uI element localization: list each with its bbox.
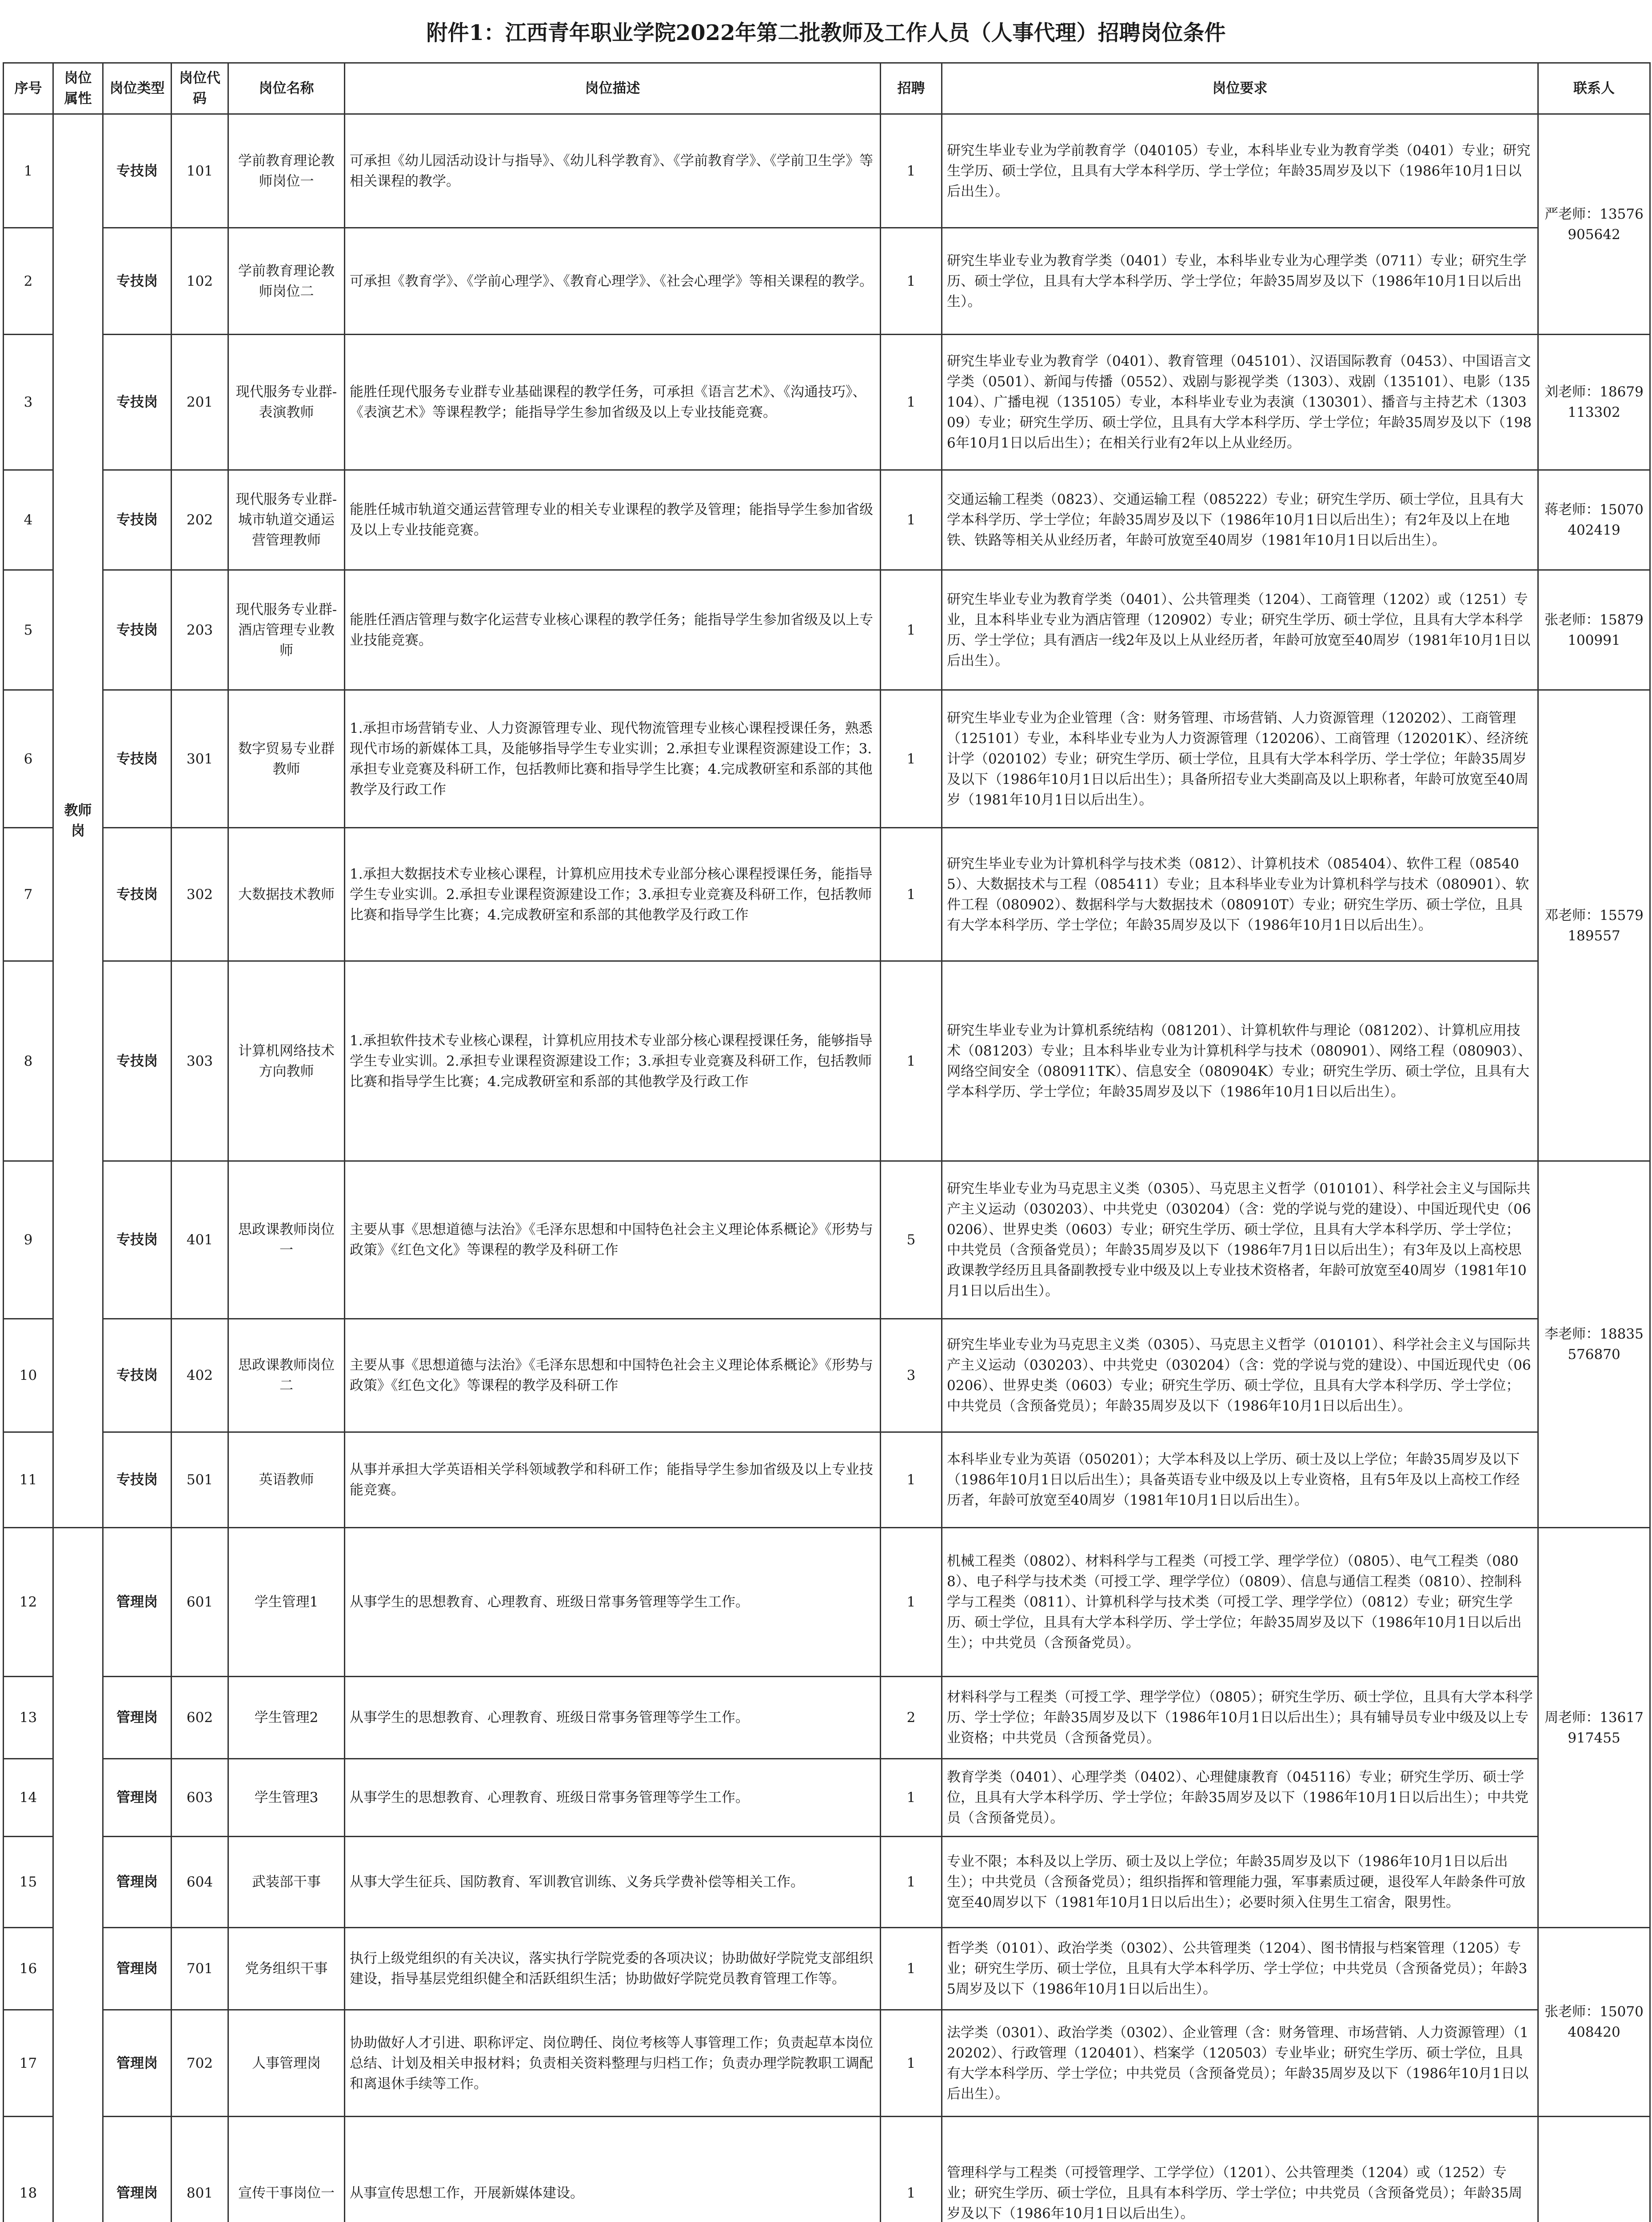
hire-count: 1 xyxy=(881,690,942,828)
table-row xyxy=(4,1161,1650,1319)
position-name: 人事管理岗 xyxy=(228,2010,345,2117)
contact-person: 李老师：18835576870 xyxy=(1538,1161,1650,1528)
position-type: 管理岗 xyxy=(103,1677,172,1759)
position-code: 102 xyxy=(172,228,228,335)
row-number: 11 xyxy=(4,1432,53,1528)
row-number: 13 xyxy=(4,1677,53,1759)
position-requirements: 管理科学与工程类（可授管理学、工学学位）（1201）、公共管理类（1204）或（1252）专业；研究生学历、硕士学位，且具有本科学历、学士学位；中共党员（含预备党员）；年龄35周岁及以下（1986年10月1日以后出生）。 xyxy=(942,2117,1538,2222)
position-name: 大数据技术教师 xyxy=(228,828,345,961)
position-type: 专技岗 xyxy=(103,961,172,1161)
row-number: 14 xyxy=(4,1759,53,1837)
header-cell: 岗位类型 xyxy=(103,63,172,114)
position-description: 从事学生的思想教育、心理教育、班级日常事务管理等学生工作。 xyxy=(345,1528,881,1677)
position-code: 201 xyxy=(172,335,228,470)
table-row xyxy=(4,1837,1650,1928)
table-row xyxy=(4,228,1650,335)
position-name: 学前教育理论教师岗位一 xyxy=(228,114,345,228)
hire-count: 1 xyxy=(881,1928,942,2010)
header-cell: 岗位属性 xyxy=(53,63,103,114)
position-code: 604 xyxy=(172,1837,228,1928)
contact-person: 张老师：15070408420 xyxy=(1538,1928,1650,2117)
hire-count: 1 xyxy=(881,961,942,1161)
position-description: 执行上级党组织的有关决议，落实执行学院党委的各项决议；协助做好学院党支部组织建设，指导基层党组织健全和活跃组织生活；协助做好学院党员教育管理工作等。 xyxy=(345,1928,881,2010)
hire-count: 1 xyxy=(881,335,942,470)
contact-person: 蒋老师：15070402419 xyxy=(1538,470,1650,570)
position-type: 专技岗 xyxy=(103,1432,172,1528)
position-description: 从事并承担大学英语相关学科领域教学和科研工作；能指导学生参加省级及以上专业技能竞赛。 xyxy=(345,1432,881,1528)
table-row xyxy=(4,690,1650,828)
position-code: 401 xyxy=(172,1161,228,1319)
row-number: 16 xyxy=(4,1928,53,2010)
position-description: 能胜任现代服务专业群专业基础课程的教学任务，可承担《语言艺术》、《沟通技巧》、《表演艺术》等课程教学；能指导学生参加省级及以上专业技能竞赛。 xyxy=(345,335,881,470)
position-type: 专技岗 xyxy=(103,228,172,335)
hire-count: 1 xyxy=(881,1837,942,1928)
position-requirements: 专业不限；本科及以上学历、硕士及以上学位；年龄35周岁及以下（1986年10月1日以后出生）；中共党员（含预备党员）；组织指挥和管理能力强，军事素质过硬，退役军人年龄条件可放宽至40周岁以下（1981年10月1日以后出生）；必要时须入住男生工宿舍，限男性。 xyxy=(942,1837,1538,1928)
row-number: 1 xyxy=(4,114,53,228)
position-requirements: 交通运输工程类（0823）、交通运输工程（085222）专业；研究生学历、硕士学位，且具有大学本科学历、学士学位；年龄35周岁及以下（1986年10月1日以后出生）；有2年及以上在地铁、铁路等相关从业经历者，年龄可放宽至40周岁（1981年10月1日以后出生）。 xyxy=(942,470,1538,570)
position-description: 能胜任城市轨道交通运营管理专业的相关专业课程的教学及管理；能指导学生参加省级及以上专业技能竞赛。 xyxy=(345,470,881,570)
position-type: 专技岗 xyxy=(103,470,172,570)
position-code: 801 xyxy=(172,2117,228,2222)
position-name: 武装部干事 xyxy=(228,1837,345,1928)
hire-count: 1 xyxy=(881,2117,942,2222)
position-type: 专技岗 xyxy=(103,1319,172,1432)
contact-person: 张老师：15879100991 xyxy=(1538,570,1650,690)
position-description: 1.承担大数据技术专业核心课程，计算机应用技术专业部分核心课程授课任务，能指导学生专业实训。2.承担专业课程资源建设工作；3.承担专业竞赛及科研工作，包括教师比赛和指导学生比赛；4.完成教研室和系部的其他教学及行政工作 xyxy=(345,828,881,961)
row-number: 4 xyxy=(4,470,53,570)
position-type: 专技岗 xyxy=(103,335,172,470)
position-type: 管理岗 xyxy=(103,1759,172,1837)
position-name: 思政课教师岗位二 xyxy=(228,1319,345,1432)
position-code: 301 xyxy=(172,690,228,828)
header-cell: 招聘 xyxy=(881,63,942,114)
position-requirements: 研究生毕业专业为教育学类（0401）专业，本科毕业专业为心理学类（0711）专业；研究生学历、硕士学位，且具有大学本科学历、学士学位；年龄35周岁及以下（1986年10月1日以后出生）。 xyxy=(942,228,1538,335)
hire-count: 5 xyxy=(881,1161,942,1319)
position-description: 1.承担市场营销专业、人力资源管理专业、现代物流管理专业核心课程授课任务，熟悉现代市场的新媒体工具，及能够指导学生专业实训；2.承担专业课程资源建设工作；3.承担专业竞赛及科研工作，包括教师比赛和指导学生比赛；4.完成教研室和系部的其他教学及行政工作 xyxy=(345,690,881,828)
position-group xyxy=(53,1528,103,2222)
position-code: 203 xyxy=(172,570,228,690)
position-description: 协助做好人才引进、职称评定、岗位聘任、岗位考核等人事管理工作；负责起草本岗位总结、计划及相关申报材料；负责相关资料整理与归档工作；负责办理学院教职工调配和离退休手续等工作。 xyxy=(345,2010,881,2117)
header-cell: 岗位描述 xyxy=(345,63,881,114)
document-title: 附件1：江西青年职业学院2022年第二批教师及工作人员（人事代理）招聘岗位条件 xyxy=(426,20,1226,45)
table-row xyxy=(4,2117,1650,2222)
position-type: 管理岗 xyxy=(103,2117,172,2222)
row-number: 12 xyxy=(4,1528,53,1677)
position-description: 可承担《幼儿园活动设计与指导》、《幼儿科学教育》、《学前教育学》、《学前卫生学》等相关课程的教学。 xyxy=(345,114,881,228)
table-row xyxy=(4,1677,1650,1759)
table-row xyxy=(4,1319,1650,1432)
hire-count: 1 xyxy=(881,1759,942,1837)
position-description: 从事学生的思想教育、心理教育、班级日常事务管理等学生工作。 xyxy=(345,1759,881,1837)
position-description: 主要从事《思想道德与法治》《毛泽东思想和中国特色社会主义理论体系概论》《形势与政策》《红色文化》等课程的教学及科研工作 xyxy=(345,1161,881,1319)
contact-person: 周老师：13617917455 xyxy=(1538,1528,1650,1928)
header-cell: 岗位名称 xyxy=(228,63,345,114)
header-row xyxy=(4,63,1650,114)
hire-count: 1 xyxy=(881,470,942,570)
contact-person: 邓老师：15579189557 xyxy=(1538,690,1650,1161)
position-requirements: 机械工程类（0802）、材料科学与工程类（可授工学、理学学位）（0805）、电气工程类（0808）、电子科学与技术类（可授工学、理学学位）（0809）、信息与通信工程类（0810）、控制科学与工程类（0811）、计算机科学与技术类（可授工学、理学学位）（0812）专业；研究生学历、硕士学位，且具有大学本科学历、学士学位；年龄35周岁及以下（1986年10月1日以后出生）；中共党员（含预备党员）。 xyxy=(942,1528,1538,1677)
table-row xyxy=(4,114,1650,228)
row-number: 10 xyxy=(4,1319,53,1432)
recruitment-table xyxy=(3,62,1651,2222)
hire-count: 1 xyxy=(881,570,942,690)
position-requirements: 法学类（0301）、政治学类（0302）、企业管理（含：财务管理、市场营销、人力资源管理）（120202）、行政管理（120401）、档案学（120503）专业毕业；研究生学历、硕士学位，且具有大学本科学历、学士学位；中共党员（含预备党员）；年龄35周岁及以下（1986年10月1日以后出生）。 xyxy=(942,2010,1538,2117)
row-number: 9 xyxy=(4,1161,53,1319)
table-row xyxy=(4,828,1650,961)
position-name: 学生管理3 xyxy=(228,1759,345,1837)
position-requirements: 研究生毕业专业为教育学类（0401）、公共管理类（1204）、工商管理（1202）或（1251）专业，且本科毕业专业为酒店管理（120902）专业；研究生学历、硕士学位，且具有大学本科学历、学士学位；具有酒店一线2年及以上从业经历者，年龄可放宽至40周岁（1981年10月1日以后出生）。 xyxy=(942,570,1538,690)
position-code: 603 xyxy=(172,1759,228,1837)
position-description: 从事宣传思想工作，开展新媒体建设。 xyxy=(345,2117,881,2222)
contact-person: 严老师：13576905642 xyxy=(1538,114,1650,335)
position-name: 党务组织干事 xyxy=(228,1928,345,2010)
hire-count: 1 xyxy=(881,114,942,228)
row-number: 18 xyxy=(4,2117,53,2222)
position-type: 专技岗 xyxy=(103,690,172,828)
position-requirements: 哲学类（0101）、政治学类（0302）、公共管理类（1204）、图书情报与档案管理（1205）专业；研究生学历、硕士学位，且具有大学本科学历、学士学位；中共党员（含预备党员）；年龄35周岁及以下（1986年10月1日以后出生）。 xyxy=(942,1928,1538,2010)
position-requirements: 研究生毕业专业为学前教育学（040105）专业，本科毕业专业为教育学类（0401）专业；研究生学历、硕士学位，且具有大学本科学历、学士学位；年龄35周岁及以下（1986年10月1日以后出生）。 xyxy=(942,114,1538,228)
row-number: 17 xyxy=(4,2010,53,2117)
position-requirements: 教育学类（0401）、心理学类（0402）、心理健康教育（045116）专业；研究生学历、硕士学位，且具有大学本科学历、学士学位；年龄35周岁及以下（1986年10月1日以后出生）；中共党员（含预备党员）。 xyxy=(942,1759,1538,1837)
position-requirements: 研究生毕业专业为企业管理（含：财务管理、市场营销、人力资源管理（120202）、工商管理（125101）专业，本科毕业专业为人力资源管理（120206）、工商管理（120201K）、经济统计学（020102）专业；研究生学历、硕士学位，且具有大学本科学历、学士学位；年龄35周岁及以下（1986年10月1日以后出生）；具备所招专业大类副高及以上职称者，年龄可放宽至40周岁（1981年10月1日以后出生）。 xyxy=(942,690,1538,828)
position-description: 从事学生的思想教育、心理教育、班级日常事务管理等学生工作。 xyxy=(345,1677,881,1759)
position-code: 701 xyxy=(172,1928,228,2010)
table-row xyxy=(4,1928,1650,2010)
position-name: 学前教育理论教师岗位二 xyxy=(228,228,345,335)
position-requirements: 研究生毕业专业为计算机科学与技术类（0812）、计算机技术（085404）、软件工程（085405）、大数据技术与工程（085411）专业；且本科毕业专业为计算机科学与技术（080901）、软件工程（080902）、数据科学与大数据技术（080910T）专业；研究生学历、硕士学位，且具有大学本科学历、学士学位；年龄35周岁及以下（1986年10月1日以后出生）。 xyxy=(942,828,1538,961)
position-requirements: 研究生毕业专业为教育学（0401）、教育管理（045101）、汉语国际教育（0453）、中国语言文学类（0501）、新闻与传播（0552）、戏剧与影视学类（1303）、戏剧（135101）、电影（135104）、广播电视（135105）专业，本科毕业专业为表演（130301）、播音与主持艺术（130309）专业；研究生学历、硕士学位，且具有大学本科学历、学士学位；年龄35周岁及以下（1986年10月1日以后出生）；在相关行业有2年以上从业经历。 xyxy=(942,335,1538,470)
position-type: 专技岗 xyxy=(103,1161,172,1319)
position-type: 管理岗 xyxy=(103,2010,172,2117)
position-description: 主要从事《思想道德与法治》《毛泽东思想和中国特色社会主义理论体系概论》《形势与政策》《红色文化》等课程的教学及科研工作 xyxy=(345,1319,881,1432)
position-description: 能胜任酒店管理与数字化运营专业核心课程的教学任务；能指导学生参加省级及以上专业技能竞赛。 xyxy=(345,570,881,690)
position-description: 从事大学生征兵、国防教育、军训教官训练、义务兵学费补偿等相关工作。 xyxy=(345,1837,881,1928)
row-number: 6 xyxy=(4,690,53,828)
header-cell: 岗位代码 xyxy=(172,63,228,114)
position-code: 402 xyxy=(172,1319,228,1432)
position-type: 专技岗 xyxy=(103,570,172,690)
header-cell: 联系人 xyxy=(1538,63,1650,114)
table-row xyxy=(4,335,1650,470)
position-description: 1.承担软件技术专业核心课程，计算机应用技术专业部分核心课程授课任务，能够指导学生专业实训。2.承担专业课程资源建设工作；3.承担专业竞赛及科研工作，包括教师比赛和指导学生比赛；4.完成教研室和系部的其他教学及行政工作 xyxy=(345,961,881,1161)
row-number: 5 xyxy=(4,570,53,690)
position-type: 专技岗 xyxy=(103,828,172,961)
row-number: 2 xyxy=(4,228,53,335)
hire-count: 1 xyxy=(881,228,942,335)
position-code: 601 xyxy=(172,1528,228,1677)
position-requirements: 本科毕业专业为英语（050201）；大学本科及以上学历、硕士及以上学位；年龄35周岁及以下（1986年10月1日以后出生）；具备英语专业中级及以上专业资格，且有5年及以上高校工作经历者，年龄可放宽至40周岁（1981年10月1日以后出生）。 xyxy=(942,1432,1538,1528)
position-name: 数字贸易专业群教师 xyxy=(228,690,345,828)
contact-person xyxy=(1538,2117,1650,2222)
position-code: 101 xyxy=(172,114,228,228)
hire-count: 1 xyxy=(881,1432,942,1528)
header-cell: 序号 xyxy=(4,63,53,114)
position-code: 303 xyxy=(172,961,228,1161)
position-name: 学生管理2 xyxy=(228,1677,345,1759)
position-name: 思政课教师岗位一 xyxy=(228,1161,345,1319)
table-row xyxy=(4,1759,1650,1837)
position-code: 302 xyxy=(172,828,228,961)
header-cell: 岗位要求 xyxy=(942,63,1538,114)
table-row xyxy=(4,2010,1650,2117)
position-type: 管理岗 xyxy=(103,1528,172,1677)
position-code: 702 xyxy=(172,2010,228,2117)
hire-count: 1 xyxy=(881,828,942,961)
row-number: 15 xyxy=(4,1837,53,1928)
position-description: 可承担《教育学》、《学前心理学》、《教育心理学》、《社会心理学》等相关课程的教学。 xyxy=(345,228,881,335)
position-name: 英语教师 xyxy=(228,1432,345,1528)
table-row xyxy=(4,1432,1650,1528)
contact-person: 刘老师：18679113302 xyxy=(1538,335,1650,470)
position-type: 管理岗 xyxy=(103,1928,172,2010)
position-name: 学生管理1 xyxy=(228,1528,345,1677)
position-code: 202 xyxy=(172,470,228,570)
hire-count: 3 xyxy=(881,1319,942,1432)
row-number: 3 xyxy=(4,335,53,470)
position-requirements: 材料科学与工程类（可授工学、理学学位）（0805）；研究生学历、硕士学位，且具有大学本科学历、学士学位；年龄35周岁及以下（1986年10月1日以后出生）；具有辅导员专业中级及以上专业资格；中共党员（含预备党员）。 xyxy=(942,1677,1538,1759)
position-name: 现代服务专业群-酒店管理专业教师 xyxy=(228,570,345,690)
hire-count: 1 xyxy=(881,1528,942,1677)
position-requirements: 研究生毕业专业为马克思主义类（0305）、马克思主义哲学（010101）、科学社会主义与国际共产主义运动（030203）、中共党史（030204）（含：党的学说与党的建设）、中国近现代史（060206）、世界史类（0603）专业；研究生学历、硕士学位，且具有大学本科学历、学士学位；中共党员（含预备党员）；年龄35周岁及以下（1986年7月1日以后出生）；有3年及以上高校思政课教学经历且具备副教授专业中级及以上专业技术资格者，年龄可放宽至40周岁（1981年10月1日以后出生）。 xyxy=(942,1161,1538,1319)
hire-count: 1 xyxy=(881,2010,942,2117)
row-number: 8 xyxy=(4,961,53,1161)
position-type: 专技岗 xyxy=(103,114,172,228)
position-group: 教师岗 xyxy=(53,114,103,1528)
hire-count: 2 xyxy=(881,1677,942,1759)
row-number: 7 xyxy=(4,828,53,961)
position-name: 计算机网络技术方向教师 xyxy=(228,961,345,1161)
position-name: 现代服务专业群-表演教师 xyxy=(228,335,345,470)
position-requirements: 研究生毕业专业为马克思主义类（0305）、马克思主义哲学（010101）、科学社会主义与国际共产主义运动（030203）、中共党史（030204）（含：党的学说与党的建设）、中国近现代史（060206）、世界史类（0603）专业；研究生学历、硕士学位，且具有大学本科学历、学士学位；中共党员（含预备党员）；年龄35周岁及以下（1986年10月1日以后出生）。 xyxy=(942,1319,1538,1432)
position-code: 501 xyxy=(172,1432,228,1528)
table-row xyxy=(4,470,1650,570)
table-row xyxy=(4,570,1650,690)
table-row xyxy=(4,961,1650,1161)
position-requirements: 研究生毕业专业为计算机系统结构（081201）、计算机软件与理论（081202）、计算机应用技术（081203）专业；且本科毕业专业为计算机科学与技术（080901）、网络工程（080903）、网络空间安全（080911TK）、信息安全（080904K）专业；研究生学历、硕士学位，且具有大学本科学历、学士学位；年龄35周岁及以下（1986年10月1日以后出生）。 xyxy=(942,961,1538,1161)
position-type: 管理岗 xyxy=(103,1837,172,1928)
position-name: 宣传干事岗位一 xyxy=(228,2117,345,2222)
position-code: 602 xyxy=(172,1677,228,1759)
position-name: 现代服务专业群-城市轨道交通运营管理教师 xyxy=(228,470,345,570)
table-row xyxy=(4,1528,1650,1677)
